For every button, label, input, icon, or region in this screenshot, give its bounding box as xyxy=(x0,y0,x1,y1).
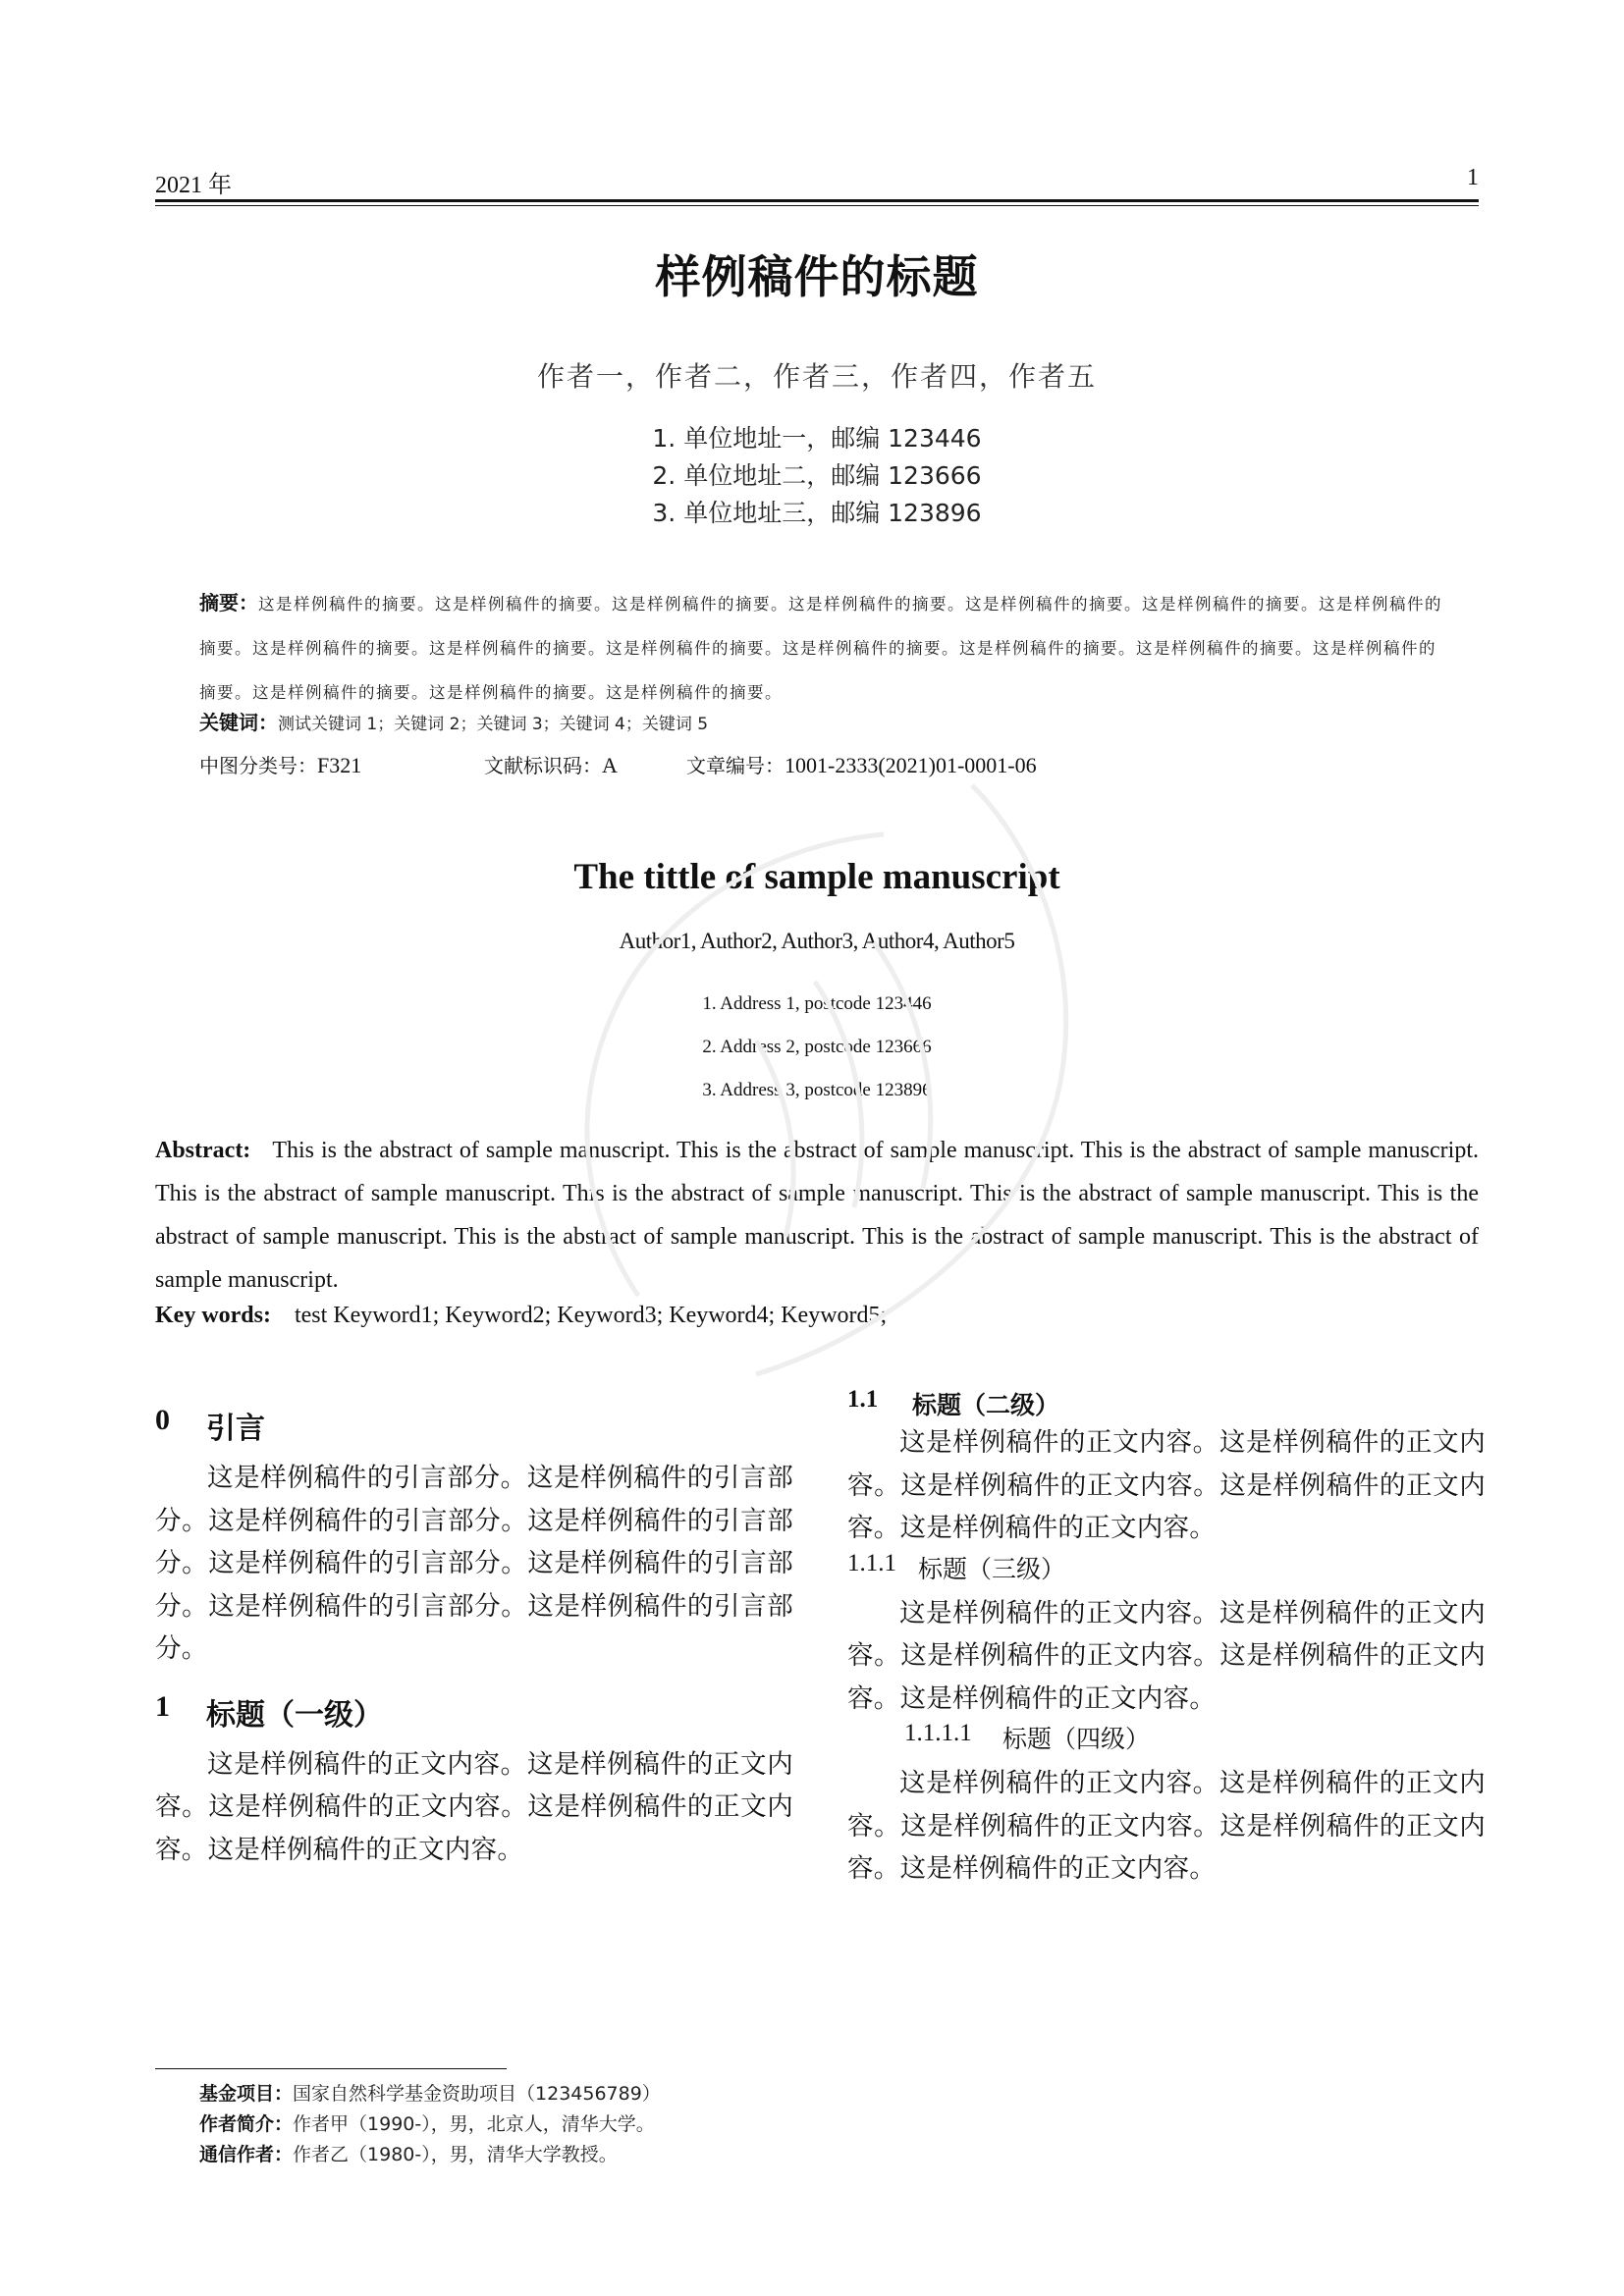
header-rule-thin xyxy=(155,205,1479,206)
header-year: 2021 年 xyxy=(155,173,232,198)
footnote-label: 通信作者： xyxy=(199,2144,294,2165)
footnote-bio xyxy=(199,2109,1083,2140)
header-rule-thick xyxy=(155,199,1479,202)
en-keywords-text: test Keyword1; Keyword2; Keyword3; Keyword4; Keyword5; xyxy=(294,1303,888,1328)
section-title: 引言 xyxy=(206,1412,265,1446)
footnote-fund xyxy=(199,2079,1083,2109)
cn-abstract-label: 摘要： xyxy=(199,591,258,614)
cn-keywords-text: 测试关键词 1；关键词 2；关键词 3；关键词 4；关键词 5 xyxy=(278,715,709,734)
section-number: 1.1.1 xyxy=(847,1549,896,1576)
en-abstract xyxy=(155,1129,1479,1302)
doc-code-value: A xyxy=(602,753,618,777)
cn-title: 样例稿件的标题 xyxy=(655,250,979,303)
cn-affiliation-1: 1. 单位地址一，邮编 123446 xyxy=(652,424,982,453)
intro-paragraph: 这是样例稿件的引言部分。这是样例稿件的引言部分。这是样例稿件的引言部分。这是样例稿件的引言部分。这是样例稿件的引言部分。这是样例稿件的引言部分。这是样例稿件的引言部分。这是样例稿件的引言部分。 xyxy=(155,1463,793,1664)
section-number: 0 xyxy=(155,1404,170,1436)
en-abstract-label: Abstract: xyxy=(155,1138,251,1163)
section-title: 标题（二级） xyxy=(912,1391,1060,1419)
left-column xyxy=(155,1404,793,1871)
running-header xyxy=(155,165,1479,196)
section-heading-1-1-1 xyxy=(847,1550,1486,1592)
article-no-label: 文章编号： xyxy=(686,754,785,777)
en-affiliation-1: 1. Address 1, postcode 123446 xyxy=(702,993,932,1014)
cn-authors: 作者一，作者二，作者三，作者四，作者五 xyxy=(536,360,1097,393)
en-title: The tittle of sample manuscript xyxy=(573,857,1060,897)
en-affiliations xyxy=(155,983,1479,1112)
cn-keywords xyxy=(199,707,1446,735)
en-affiliation-3: 3. Address 3, postcode 123896 xyxy=(702,1080,932,1100)
section-number: 1.1 xyxy=(847,1386,879,1413)
body-paragraph: 这是样例稿件的正文内容。这是样例稿件的正文内容。这是样例稿件的正文内容。这是样例稿件的正文内容。这是样例稿件的正文内容。 xyxy=(847,1768,1486,1884)
section-title: 标题（三级） xyxy=(918,1554,1066,1583)
cn-keywords-label: 关键词： xyxy=(199,711,278,734)
section-heading-1-1-1-1 xyxy=(847,1720,1486,1762)
cn-affiliation-3: 3. 单位地址三，邮编 123896 xyxy=(652,499,982,527)
en-keywords xyxy=(155,1303,1479,1329)
section-title: 标题（一级） xyxy=(206,1697,383,1733)
article-no-value: 1001-2333(2021)01-0001-06 xyxy=(785,753,1037,777)
en-abstract-text: This is the abstract of sample manuscript. This is the abstract of sample manuscript. This is the abstract of sample manuscript. This is the abstract of sample manuscript. This is the abstract of sample manuscript. This is the abstract of sample manuscript. This is the abstract of sample manuscript. This is the abstract of sample manuscript. This is the abstract of sample manuscript. This is the abstract of sample manuscript. xyxy=(155,1138,1479,1293)
section-heading-1-1 xyxy=(847,1386,1486,1421)
footnote-text: 国家自然科学基金资助项目（123456789） xyxy=(293,2083,661,2105)
en-authors: Author1, Author2, Author3, Author4, Author5 xyxy=(619,929,1015,953)
footnote-text: 作者乙（1980-），男，清华大学教授。 xyxy=(293,2144,618,2165)
cn-affiliations xyxy=(155,420,1479,532)
section-heading-1 xyxy=(155,1689,793,1733)
footnotes xyxy=(199,2079,1083,2170)
section-number: 1 xyxy=(155,1689,170,1723)
right-column xyxy=(847,1386,1486,1891)
footnote-text: 作者甲（1990-），男，北京人，清华大学。 xyxy=(293,2113,655,2135)
cn-abstract xyxy=(199,581,1446,715)
footnote-label: 作者简介： xyxy=(199,2113,294,2135)
cn-affiliation-2: 2. 单位地址二，邮编 123666 xyxy=(652,461,982,490)
body-paragraph: 这是样例稿件的正文内容。这是样例稿件的正文内容。这是样例稿件的正文内容。这是样例稿件的正文内容。这是样例稿件的正文内容。 xyxy=(155,1748,793,1865)
clc-value: F321 xyxy=(317,753,362,777)
doc-code-label: 文献标识码： xyxy=(484,754,602,777)
header-page-number: 1 xyxy=(1467,165,1479,190)
body-paragraph: 这是样例稿件的正文内容。这是样例稿件的正文内容。这是样例稿件的正文内容。这是样例稿件的正文内容。这是样例稿件的正文内容。 xyxy=(847,1597,1486,1714)
classification-line xyxy=(199,750,1446,778)
footnote-rule xyxy=(155,2068,507,2069)
en-keywords-label: Key words: xyxy=(155,1303,271,1328)
footnote-correspondence xyxy=(199,2140,1083,2170)
body-paragraph: 这是样例稿件的正文内容。这是样例稿件的正文内容。这是样例稿件的正文内容。这是样例稿件的正文内容。这是样例稿件的正文内容。 xyxy=(847,1427,1486,1543)
section-title: 标题（四级） xyxy=(1002,1725,1151,1753)
cn-abstract-text: 这是样例稿件的摘要。这是样例稿件的摘要。这是样例稿件的摘要。这是样例稿件的摘要。这是样例稿件的摘要。这是样例稿件的摘要。这是样例稿件的摘要。这是样例稿件的摘要。这是样例稿件的摘要。这是样例稿件的摘要。这是样例稿件的摘要。这是样例稿件的摘要。这是样例稿件的摘要。这是样例稿件的摘要。这是样例稿件的摘要。这是样例稿件的摘要。这是样例稿件的摘要。 xyxy=(199,595,1442,702)
footnote-label: 基金项目： xyxy=(199,2083,294,2105)
section-number: 1.1.1.1 xyxy=(904,1720,972,1746)
clc-label: 中图分类号： xyxy=(199,754,317,777)
en-affiliation-2: 2. Address 2, postcode 123666 xyxy=(702,1037,932,1057)
section-heading-0 xyxy=(155,1404,793,1446)
